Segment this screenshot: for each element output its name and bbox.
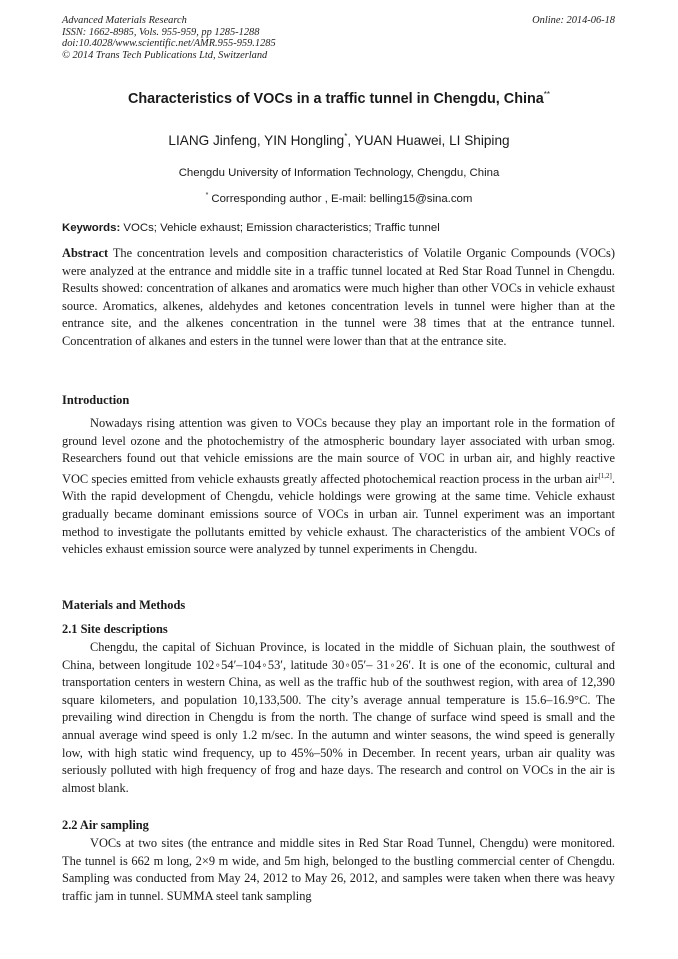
keywords-label: Keywords: bbox=[62, 222, 121, 234]
keywords-text: VOCs; Vehicle exhaust; Emission characteristics; Traffic tunnel bbox=[123, 222, 440, 234]
corresponding-author-mark: * bbox=[344, 132, 348, 141]
authors-part1: LIANG Jinfeng, YIN Hongling bbox=[168, 133, 345, 148]
title-text: Characteristics of VOCs in a traffic tunnel in Chengdu, China bbox=[127, 91, 544, 107]
introduction-body bbox=[62, 415, 615, 559]
keywords bbox=[62, 222, 440, 234]
corresponding-mark: * bbox=[205, 192, 209, 199]
doi-line: doi:10.4028/www.scientific.net/AMR.955-959.1285 bbox=[62, 38, 276, 49]
author-list bbox=[40, 132, 638, 148]
air-sampling-heading: 2.2 Air sampling bbox=[62, 818, 149, 832]
intro-text-1: Nowadays rising attention was given to VOCs because they play an important role in the formation of ground level ozone and the photochemistry of the atmospheric boundary layer associated with urban smog. Researchers found out that vehicle emissions are the main source of VOC in urban air, and highly reactive VOC species emitted from vehicle exhausts greatly affected photochemical reaction process in the urban air bbox=[62, 416, 615, 486]
site-descriptions-body bbox=[62, 639, 615, 797]
site-descriptions-heading: 2.1 Site descriptions bbox=[62, 622, 168, 636]
journal-header bbox=[62, 15, 276, 61]
abstract-label: Abstract bbox=[62, 246, 109, 260]
abstract bbox=[62, 245, 615, 351]
journal-name: Advanced Materials Research bbox=[62, 15, 187, 26]
authors-part2: , YUAN Huawei, LI Shiping bbox=[347, 133, 510, 148]
abstract-text: The concentration levels and composition characteristics of Volatile Organic Compounds (VOCs) were analyzed at the entrance and middle site in a traffic tunnel located at Red Star Road Tunnel in Chengdu. Results showed: concentration of alkanes and aromatics were much higher than other VOCs in vehicle exhaust source. Aromatics, alkenes, aldehydes and ketones concentration levels in tunnel were higher than at the entrance site, and the alkenes concentration in the tunnel were 38 times that at the entrance tunnel. Concentration of alkanes and esters in the tunnel were lower than that at the entrance site. bbox=[62, 246, 616, 348]
citation-ref: [1,2] bbox=[598, 471, 612, 480]
air-sampling-body bbox=[62, 835, 615, 905]
intro-text-2: . With the rapid development of Chengdu, vehicle holdings were growing at the same time. Vehicle exhaust gradually became dominant emissions source of VOCs in urban air. Tunnel experiment was an important method to investigate the pollutants emitted by vehicle exhaust. The characteristics of the ambient VOCs of vehicles exhaust emission source were analyzed by tunnel experiments in Chengdu. bbox=[62, 471, 615, 557]
online-date: Online: 2014-06-18 bbox=[532, 15, 615, 26]
affiliation: Chengdu University of Information Technology, Chengdu, China bbox=[178, 167, 500, 179]
corresponding-author bbox=[40, 192, 638, 205]
issn-line: ISSN: 1662-8985, Vols. 955-959, pp 1285-1288 bbox=[62, 26, 260, 38]
introduction-heading: Introduction bbox=[62, 393, 130, 407]
corresponding-text: Corresponding author , E-mail: belling15@sina.com bbox=[211, 193, 473, 205]
title-footnote-mark: ** bbox=[543, 90, 551, 99]
methods-heading: Materials and Methods bbox=[62, 598, 186, 612]
sampling-text: VOCs at two sites (the entrance and middle sites in Red Star Road Tunnel, Chengdu) were monitored. The tunnel is 662 m long, 2×9 m wide, and 5m high, belonged to the bustling commercial center of Chengdu. Sampling was conducted from May 24, 2012 to May 26, 2012, and samples were taken when there was heavy traffic jam in tunnel. SUMMA steel tank sampling bbox=[62, 836, 615, 903]
site-text: Chengdu, the capital of Sichuan Province, is located in the middle of Sichuan plain, the southwest of China, between longitude 102◦54′–104◦53′, latitude 30◦05′– 31◦26′. It is one of the economic, cultural and transportation centers in western China, as well as the traffic hub of the southwest region, with area of 12,390 square kilometers, and population 10,133,500. The city’s average annual temperature is 15.6–16.9°C. The prevailing wind direction in Chengdu is from the north. The change of surface wind speed is small and the annual average wind speed is only 1.2 m/sec. In the autumn and winter seasons, the wind speed is generally low, with high static wind frequency, up to 45%–50% in December. In recent years, urban air quality was seriously polluted with high frequency of frog and haze days. The research and control on VOCs in the air is almost blank. bbox=[62, 640, 615, 795]
copyright-line: © 2014 Trans Tech Publications Ltd, Switzerland bbox=[62, 49, 268, 61]
paper-title bbox=[40, 90, 638, 107]
